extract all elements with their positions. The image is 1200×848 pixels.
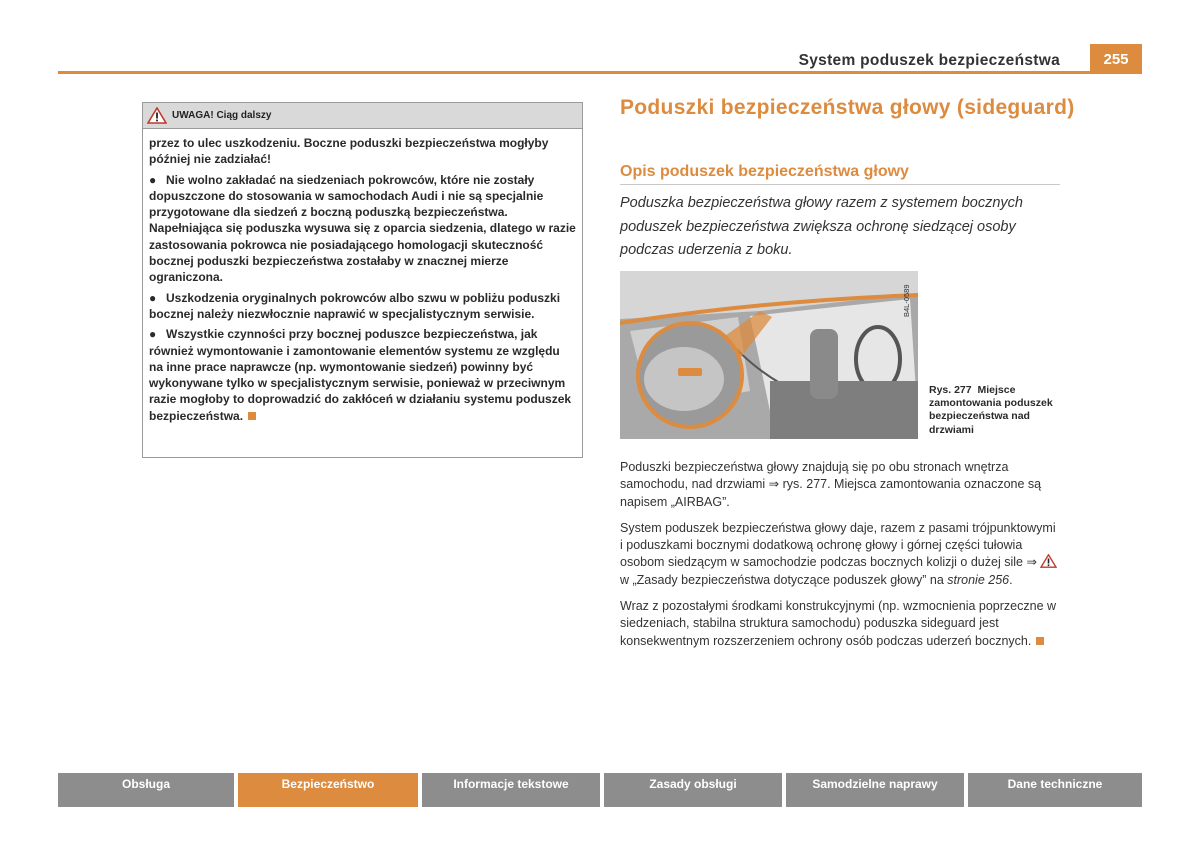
nav-tab-informacje-tekstowe[interactable]: Informacje tekstowe <box>422 773 600 807</box>
car-interior-illustration <box>620 271 918 439</box>
body-paragraph-2: System poduszek bezpieczeństwa głowy daje, razem z pasami trójpunktowymi i poduszkami bocznymi dodatkową ochronę głowy i górnej części tułowia osobom siedzącym w samochodzie podczas bocznych kolizji o dużej sile ⇒ w „Zasady bezpieczeństwa dotyczące poduszek głowy” na stronie 256. <box>620 520 1056 587</box>
nav-tab-samodzielne-naprawy[interactable]: Samodzielne naprawy <box>786 773 964 807</box>
bottom-navigation <box>58 773 1142 807</box>
warning-body <box>143 129 582 424</box>
nav-tab-obsluga[interactable]: Obsługa <box>58 773 234 807</box>
warning-triangle-icon <box>147 107 167 124</box>
warning-heading: UWAGA! Ciąg dalszy <box>172 110 272 121</box>
caption-number: Rys. 277 <box>929 384 972 396</box>
running-header-title: System poduszek bezpieczeństwa <box>798 52 1060 69</box>
figure-caption <box>929 384 1069 437</box>
bullet-icon: ● <box>149 172 157 187</box>
warning-box <box>142 102 583 458</box>
body-text <box>620 459 1060 659</box>
caption-text: Miejsce zamontowania poduszek bezpieczeństwa nad drzwiami <box>929 384 1053 436</box>
end-square-icon <box>248 412 256 420</box>
subsection-title: Opis poduszek bezpieczeństwa głowy <box>620 163 909 180</box>
bullet-icon: ● <box>149 290 157 305</box>
bullet-icon: ● <box>149 327 157 342</box>
warning-triangle-icon <box>1040 554 1057 568</box>
nav-tab-dane-techniczne[interactable]: Dane techniczne <box>968 773 1142 807</box>
body-paragraph-3: Wraz z pozostałymi środkami konstrukcyjnymi (np. wzmocnienia poprzeczne w siedzeniach, stabilna struktura samochodu) poduszka sideguard jest konsekwentnym rozszerzeniem ochrony osób podczas uderzeń bocznych. <box>620 599 1057 648</box>
warning-paragraph: ● Uszkodzenia oryginalnych pokrowców albo szwu w pobliżu poduszki bocznej należy niezwłocznie naprawić w specjalistycznym serwisie. <box>149 290 561 321</box>
warning-header <box>143 103 582 129</box>
nav-tab-bezpieczenstwo[interactable]: Bezpieczeństwo <box>238 773 418 807</box>
body-paragraph-1: Poduszki bezpieczeństwa głowy znajdują się po obu stronach wnętrza samochodu, nad drzwiami ⇒ rys. 277. Miejsca zamontowania oznaczone są napisem „AIRBAG”. <box>620 460 1042 509</box>
section-title: Poduszki bezpieczeństwa głowy (sideguard) <box>620 96 1075 119</box>
figure-image <box>620 271 918 439</box>
end-square-icon <box>1036 637 1044 645</box>
warning-paragraph: ● Wszystkie czynności przy bocznej poduszce bezpieczeństwa, jak również wymontowanie i zamontowanie elementów systemu ze względu na inne prace naprawcze (np. wymontowanie siedzeń) powinny być wykonywane tylko w specjalistycznym serwisie, ponieważ w przeciwnym razie mogłoby to doprowadzić do zakłóceń w działaniu systemu poduszek bezpieczeństwa. <box>149 327 572 423</box>
intro-paragraph: Poduszka bezpieczeństwa głowy razem z systemem bocznych poduszek bezpieczeństwa zwiększa ochronę siedzącej osoby podczas uderzenia z boku. <box>620 195 1023 258</box>
header-rule <box>58 71 1090 74</box>
page-number-badge: 255 <box>1090 44 1142 74</box>
warning-paragraph: przez to ulec uszkodzeniu. Boczne poduszki bezpieczeństwa mogłyby później nie zadziałać! <box>149 136 549 167</box>
subsection-rule <box>620 184 1060 185</box>
nav-tab-zasady-obslugi[interactable]: Zasady obsługi <box>604 773 782 807</box>
page-reference-link[interactable]: stronie 256 <box>947 572 1010 587</box>
figure-code: B4L-0589 <box>902 284 911 318</box>
warning-paragraph: ● Nie wolno zakładać na siedzeniach pokrowców, które nie zostały dopuszczone do stosowania w samochodach Audi i nie są specjalnie przygotowane dla siedzeń z boczną poduszką bezpieczeństwa. Napełniająca się poduszka wysuwa się z oparcia siedzenia, dlatego w razie zastosowania pokrowca nie posiadającego homologacji skuteczność bocznej poduszki bezpieczeństwa zostałaby w znacznej mierze ograniczona. <box>149 172 576 285</box>
